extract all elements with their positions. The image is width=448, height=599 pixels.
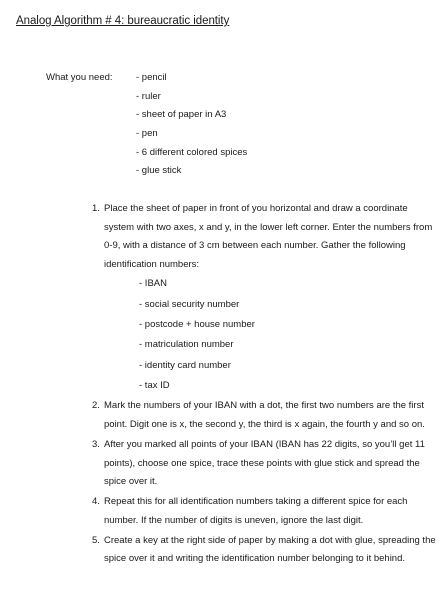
need-item: - 6 different colored spices (136, 146, 248, 158)
step-text: Create a key at the right side of paper by making a dot with glue, spreading the spice over it and writing the identification number belonging to it behind. (104, 534, 436, 565)
step-item (92, 397, 437, 434)
need-item: - ruler (136, 90, 161, 102)
identification-item: - identity card number (139, 359, 231, 371)
step-item (92, 436, 437, 492)
steps-list (92, 200, 437, 570)
step-number: 3. (92, 438, 100, 450)
step-item (92, 200, 437, 396)
identification-list (104, 274, 437, 396)
step-number: 5. (92, 534, 100, 546)
step-item (92, 493, 437, 530)
identification-item: - matriculation number (139, 339, 234, 351)
step-number: 2. (92, 400, 100, 412)
need-item: - pen (136, 128, 158, 140)
identification-item: - tax ID (139, 379, 170, 391)
need-item: - pencil (136, 72, 167, 83)
identification-item: - social security number (139, 298, 240, 310)
identification-item: - IBAN (139, 278, 167, 290)
step-text: Mark the numbers of your IBAN with a dot, the first two numbers are the first point. Digit one is x, the second y, the third is x again, the fourth y and so on. (104, 400, 425, 431)
step-item (92, 532, 437, 569)
needs-list (136, 72, 247, 184)
document-title: Analog Algorithm # 4: bureaucratic identity (16, 15, 230, 27)
need-item: - glue stick (136, 165, 182, 177)
step-text: After you marked all points of your IBAN (IBAN has 22 digits, so you’ll get 11 points), choose one spice, trace these points with glue stick and spread the spice over it. (104, 438, 425, 488)
step-number: 1. (92, 203, 100, 214)
needs-label: What you need: (46, 72, 113, 83)
identification-item: - postcode + house number (139, 318, 255, 330)
step-text: Place the sheet of paper in front of you horizontal and draw a coordinate system with two axes, x and y, in the lower left corner. Enter the numbers from 0-9, with a distance of 3 cm between each number. Gather the following identification numbers: (104, 203, 433, 270)
need-item: - sheet of paper in A3 (136, 109, 227, 121)
step-text: Repeat this for all identification numbers taking a different spice for each number. If the number of digits is uneven, ignore the last digit. (104, 496, 408, 526)
step-number: 4. (92, 496, 100, 508)
